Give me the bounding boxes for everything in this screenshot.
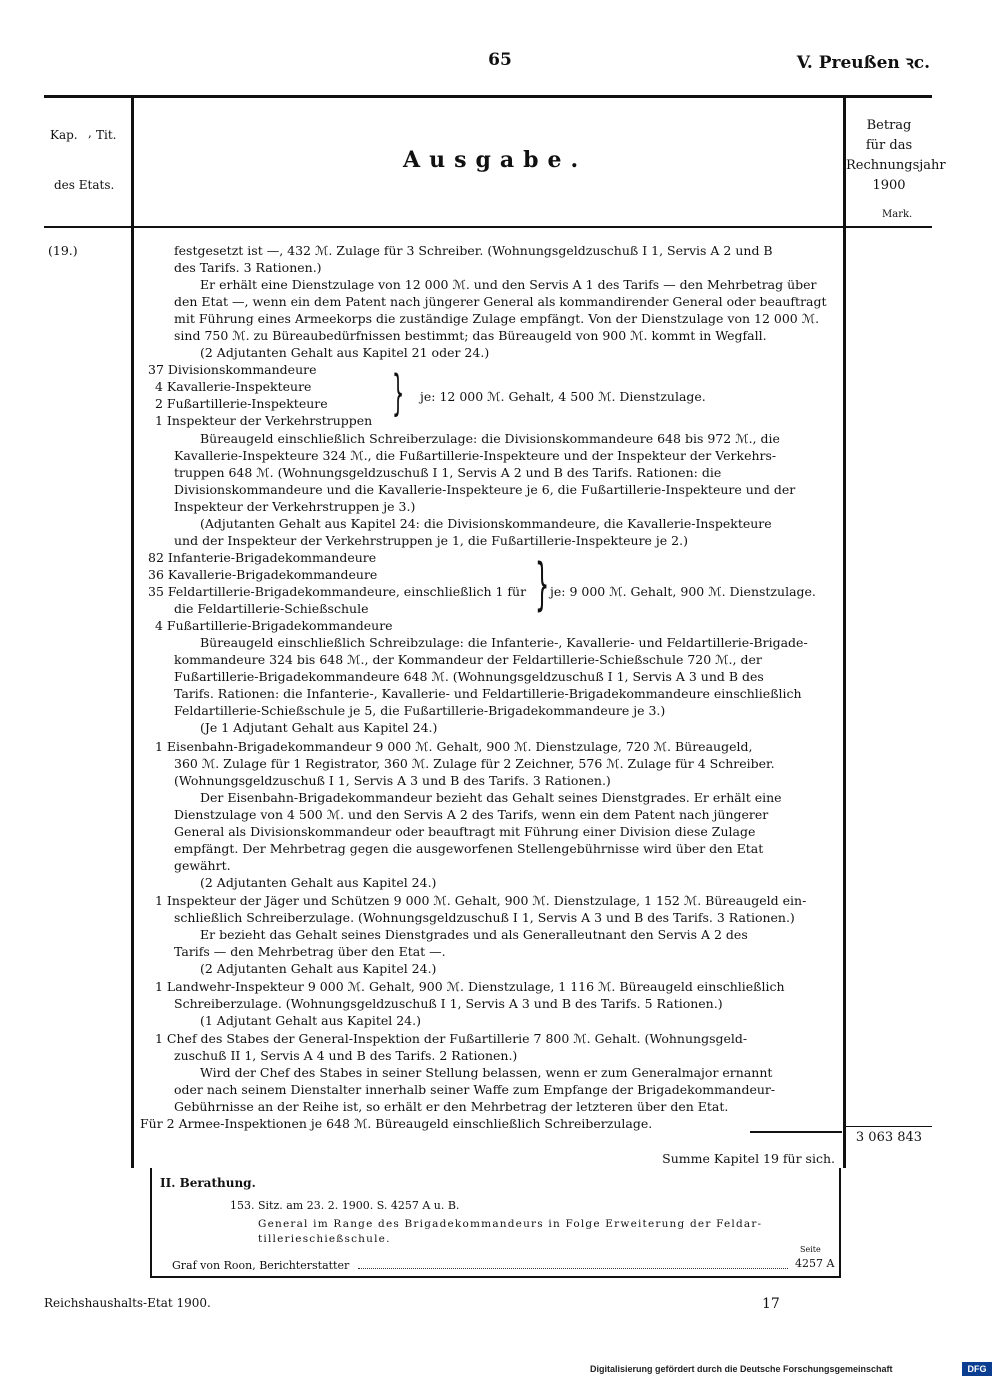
page-number: 65 [488, 50, 512, 70]
text-line: 360 ℳ. Zulage für 1 Registrator, 360 ℳ. Zulage für 2 Zeichner, 576 ℳ. Zulage für 4 Schreiber. [174, 756, 775, 771]
text-line: den Etat —, wenn ein dem Patent nach jüngerer General als kommandirender General oder beauftragt [174, 294, 827, 309]
text-line: schließlich Schreiberzulage. (Wohnungsgeldzuschuß I 1, Servis A 3 und B des Tarifs. 3 Rationen.) [174, 910, 795, 925]
summe-label: Summe Kapitel 19 für sich. [662, 1151, 835, 1166]
berathung-seite-label: Seite [800, 1245, 821, 1254]
text-line: Er bezieht das Gehalt seines Dienstgrades und als Generalleutnant den Servis A 2 des [200, 927, 748, 942]
header-bottom-rule [44, 226, 932, 228]
text-line: Gebührnisse an der Reihe ist, so erhält er den Mehrbetrag der letzteren über den Etat. [174, 1099, 729, 1114]
brace-right: } [535, 552, 550, 617]
text-line: 37 Divisionskommandeure [148, 362, 317, 377]
text-line: je: 12 000 ℳ. Gehalt, 4 500 ℳ. Dienstzulage. [420, 389, 706, 404]
berathung-page-ref: 4257 A [795, 1257, 835, 1270]
text-line: Für 2 Armee-Inspektionen je 648 ℳ. Büreaugeld einschließlich Schreiberzulage. [140, 1116, 653, 1131]
text-line: und der Inspekteur der Verkehrstruppen je 1, die Fußartillerie-Inspekteure je 2.) [174, 533, 688, 548]
text-line: mit Führung eines Armeekorps die zuständige Zulage empfängt. Von der Dienstzulage von 12 000 ℳ. [174, 311, 820, 326]
section-title: Ausgabe. [403, 147, 588, 173]
text-line: 4 Fußartillerie-Brigadekommandeure [155, 618, 393, 633]
text-line: 82 Infanterie-Brigadekommandeure [148, 550, 377, 565]
header-betrag [846, 116, 946, 196]
betrag-line-2: für das [865, 138, 913, 153]
text-line: 1 Landwehr-Inspekteur 9 000 ℳ. Gehalt, 900 ℳ. Dienstzulage, 1 116 ℳ. Büreaugeld einschließlich [155, 979, 785, 994]
text-line: (1 Adjutant Gehalt aus Kapitel 24.) [200, 1013, 421, 1028]
header-mark: Mark. [882, 209, 913, 220]
berathung-leader-dots [358, 1268, 788, 1269]
text-line: Tarifs. Rationen: die Infanterie-, Kavallerie- und Feldartillerie-Brigadekommandeure einschließlich [174, 686, 802, 701]
text-line: (Je 1 Adjutant Gehalt aus Kapitel 24.) [200, 720, 438, 735]
text-line: 35 Feldartillerie-Brigadekommandeure, einschließlich 1 für [148, 584, 527, 599]
text-line: (2 Adjutanten Gehalt aus Kapitel 24.) [200, 961, 437, 976]
text-line: (2 Adjutanten Gehalt aus Kapitel 24.) [200, 875, 437, 890]
text-line: die Feldartillerie-Schießschule [174, 601, 369, 616]
berathung-heading: II. Berathung. [160, 1176, 256, 1190]
text-line: empfängt. Der Mehrbetrag gegen die ausgeworfenen Stellengebührnisse wird über den Etat [174, 841, 764, 856]
text-line: 2 Fußartillerie-Inspekteure [155, 396, 328, 411]
berathung-desc-1: General im Range des Brigadekommandeurs in Folge Erweiterung der Feldar- [258, 1218, 763, 1230]
footer-left: Reichshaushalts-Etat 1900. [44, 1296, 211, 1310]
header-tit: Tit. [96, 128, 117, 142]
text-line: Büreaugeld einschließlich Schreiberzulage: die Divisionskommandeure 648 bis 972 ℳ., die [200, 431, 780, 446]
text-line: (Adjutanten Gehalt aus Kapitel 24: die Divisionskommandeure, die Kavallerie-Inspekteure [200, 516, 772, 531]
text-line: je: 9 000 ℳ. Gehalt, 900 ℳ. Dienstzulage. [550, 584, 816, 599]
berathung-desc-2: tillerieschießschule. [258, 1233, 391, 1245]
text-line: General als Divisionskommandeur oder beauftragt mit Führung einer Division diese Zulage [174, 824, 756, 839]
text-line: (Wohnungsgeldzuschuß I 1, Servis A 3 und B des Tarifs. 3 Rationen.) [174, 773, 611, 788]
table-top-rule [44, 95, 932, 98]
column-divider-left [131, 95, 134, 1168]
dfg-credit: Digitalisierung gefördert durch die Deutsche Forschungsgemeinschaft [590, 1364, 893, 1374]
text-line: truppen 648 ℳ. (Wohnungsgeldzuschuß I 1, Servis A 2 und B des Tarifs. Rationen: die [174, 465, 722, 480]
text-line: festgesetzt ist —, 432 ℳ. Zulage für 3 Schreiber. (Wohnungsgeldzuschuß I 1, Servis A 2 und B [174, 243, 773, 258]
dfg-logo: DFG [962, 1362, 992, 1376]
text-line: Der Eisenbahn-Brigadekommandeur bezieht das Gehalt seines Dienstgrades. Er erhält eine [200, 790, 782, 805]
header-kap-tit-sep: , [88, 126, 92, 140]
text-line: Tarifs — den Mehrbetrag über den Etat —. [174, 944, 446, 959]
text-line: 36 Kavallerie-Brigadekommandeure [148, 567, 378, 582]
text-line: Wird der Chef des Stabes in seiner Stellung belassen, wenn er zum Generalmajor ernannt [200, 1065, 773, 1080]
text-line: Feldartillerie-Schießschule je 5, die Fußartillerie-Brigadekommandeure je 3.) [174, 703, 666, 718]
sum-rule-amount [846, 1126, 932, 1127]
sum-rule-main [750, 1131, 842, 1133]
betrag-line-4: 1900 [872, 178, 906, 193]
text-line: kommandeure 324 bis 648 ℳ., der Kommandeur der Feldartillerie-Schießschule 720 ℳ., der [174, 652, 762, 667]
text-line: 1 Chef des Stabes der General-Inspektion der Fußartillerie 7 800 ℳ. Gehalt. (Wohnungsgeld- [155, 1031, 748, 1046]
betrag-line-1: Betrag [866, 118, 912, 133]
text-line: zuschuß II 1, Servis A 4 und B des Tarifs. 2 Rationen.) [174, 1048, 518, 1063]
betrag-line-3: Rechnungsjahr [846, 158, 946, 173]
footer-page: 17 [762, 1296, 780, 1312]
brace-right: } [392, 365, 405, 421]
text-line: Inspekteur der Verkehrstruppen je 3.) [174, 499, 416, 514]
text-line: Schreiberzulage. (Wohnungsgeldzuschuß I 1, Servis A 3 und B des Tarifs. 5 Rationen.) [174, 996, 723, 1011]
text-line: Er erhält eine Dienstzulage von 12 000 ℳ. und den Servis A 1 des Tarifs — den Mehrbetrag über [200, 277, 817, 292]
total-amount: 3 063 843 [855, 1130, 923, 1145]
text-line: 4 Kavallerie-Inspekteure [155, 379, 312, 394]
text-line: Kavallerie-Inspekteure 324 ℳ., die Fußartillerie-Inspekteure und der Inspekteur der Verkehrs- [174, 448, 777, 463]
text-line: sind 750 ℳ. zu Büreaubedürfnissen bestimmt; das Büreaugeld von 900 ℳ. kommt in Wegfall. [174, 328, 767, 343]
text-line: des Tarifs. 3 Rationen.) [174, 260, 322, 275]
text-line: Dienstzulage von 4 500 ℳ. und den Servis A 2 des Tarifs, wenn ein dem Patent nach jüngerer [174, 807, 769, 822]
header-kap: Kap. [50, 128, 78, 142]
header-des-etats: des Etats. [54, 178, 115, 192]
text-line: Fußartillerie-Brigadekommandeure 648 ℳ. (Wohnungsgeldzuschuß I 1, Servis A 3 und B des [174, 669, 764, 684]
text-line: Divisionskommandeure und die Kavallerie-Inspekteure je 6, die Fußartillerie-Inspekteure und der [174, 482, 796, 497]
text-line: 1 Inspekteur der Verkehrstruppen [155, 413, 373, 428]
text-line: (2 Adjutanten Gehalt aus Kapitel 21 oder 24.) [200, 345, 490, 360]
text-line: 1 Inspekteur der Jäger und Schützen 9 000 ℳ. Gehalt, 900 ℳ. Dienstzulage, 1 152 ℳ. Büreaugeld ein- [155, 893, 807, 908]
running-head: V. Preußen ꝛc. [796, 53, 930, 73]
berathung-session: 153. Sitz. am 23. 2. 1900. S. 4257 A u. B. [230, 1199, 460, 1212]
text-line: 1 Eisenbahn-Brigadekommandeur 9 000 ℳ. Gehalt, 900 ℳ. Dienstzulage, 720 ℳ. Büreaugeld, [155, 739, 753, 754]
chapter-ref: (19.) [48, 243, 78, 258]
text-line: oder nach seinem Dienstalter innerhalb seiner Waffe zum Empfange der Brigadekommandeur- [174, 1082, 776, 1097]
text-line: gewährt. [174, 858, 231, 873]
berathung-speaker: Graf von Roon, Berichterstatter [172, 1259, 350, 1272]
text-line: Büreaugeld einschließlich Schreibzulage: die Infanterie-, Kavallerie- und Feldartillerie-Brigade- [200, 635, 808, 650]
column-divider-right [843, 95, 846, 1168]
